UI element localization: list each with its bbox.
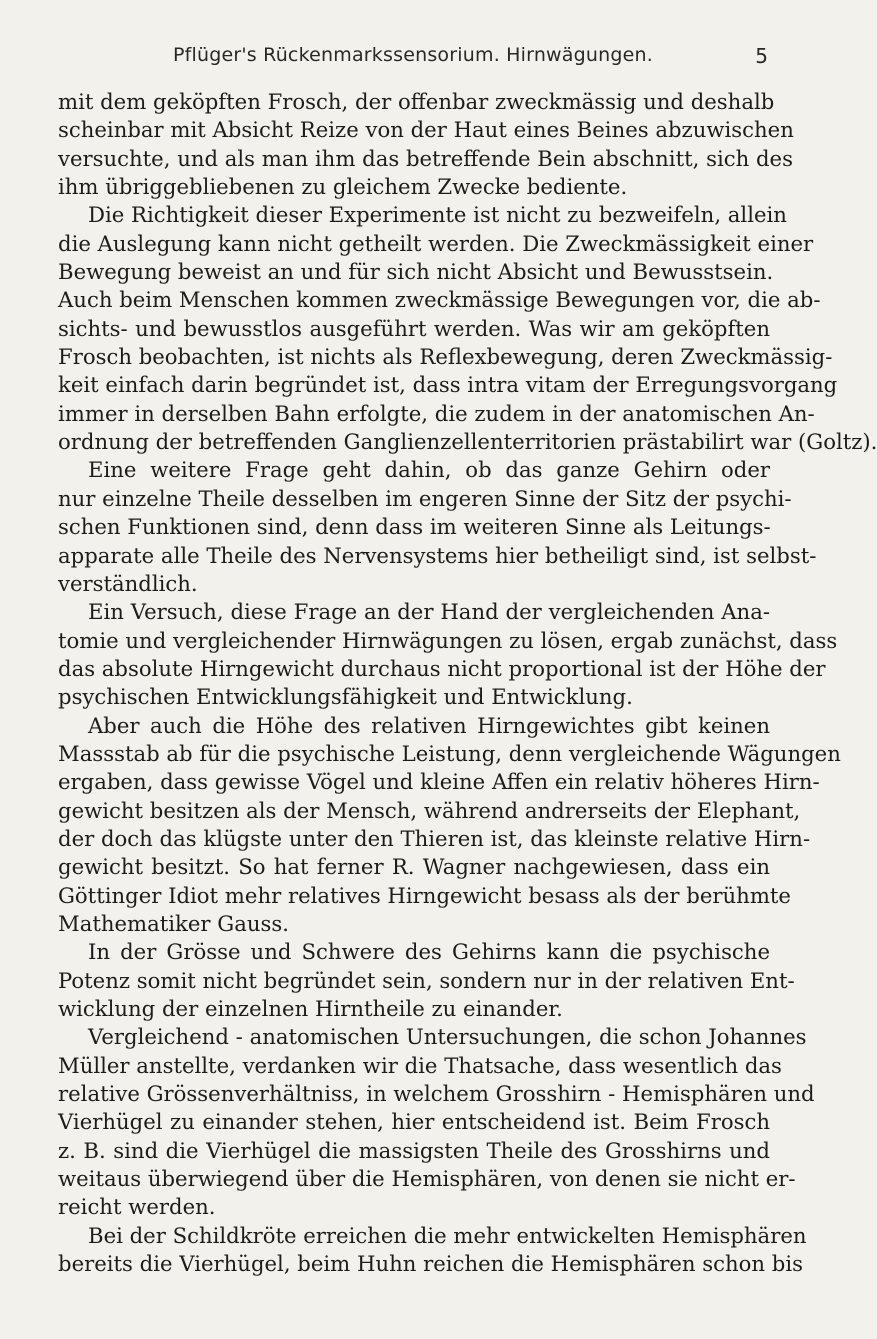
text-line: nur einzelne Theile desselben im engeren Sinne der Sitz der psychi-	[58, 485, 792, 511]
text-line: Göttinger Idiot mehr relatives Hirngewicht besass als der berühmte	[58, 882, 791, 908]
text-line: Vergleichend - anatomischen Untersuchungen, die schon Johannes	[88, 1024, 807, 1050]
text-line: wicklung der einzelnen Hirntheile zu einander.	[58, 996, 563, 1021]
text-line: Frosch beobachten, ist nichts als Reflexbewegung, deren Zweckmässig-	[58, 344, 833, 370]
text-line: reicht werden.	[58, 1194, 216, 1220]
text-line: mit dem geköpften Frosch, der offenbar zweckmässig und deshalb	[58, 89, 775, 114]
text-line: z. B. sind die Vierhügel die massigsten Theile des Grosshirns und	[58, 1137, 770, 1163]
text-line: In der Grösse und Schwere des Gehirns kann die psychische	[88, 939, 770, 965]
text-line: scheinbar mit Absicht Reize von der Haut eines Beines abzuwischen	[58, 117, 794, 143]
text-line: Eine weitere Frage geht dahin, ob das ganze Gehirn oder	[88, 457, 770, 483]
text-line: Vierhügel zu einander stehen, hier entscheidend ist. Beim Frosch	[58, 1109, 770, 1135]
text-line: Bewegung beweist an und für sich nicht Absicht und Bewusstsein.	[58, 259, 774, 285]
page-number: 5	[755, 44, 768, 68]
running-title: Pflüger's Rückenmarkssensorium. Hirnwägungen.	[172, 44, 654, 66]
text-line: immer in derselben Bahn erfolgte, die zudem in der anatomischen An-	[58, 400, 815, 426]
text-line: ergaben, dass gewisse Vögel und kleine Affen ein relativ höheres Hirn-	[58, 769, 820, 795]
text-line: das absolute Hirngewicht durchaus nicht proportional ist der Höhe der	[58, 655, 826, 681]
text-line: psychischen Entwicklungsfähigkeit und Entwicklung.	[58, 684, 633, 710]
text-line: die Auslegung kann nicht getheilt werden. Die Zweckmässigkeit einer	[58, 230, 814, 256]
text-line: Massstab ab für die psychische Leistung, denn vergleichende Wägungen	[58, 740, 841, 766]
text-line: Aber auch die Höhe des relativen Hirngewichtes gibt keinen	[88, 712, 770, 738]
text-line: verständlich.	[58, 570, 198, 596]
text-line: schen Funktionen sind, denn dass im weiteren Sinne als Leitungs-	[58, 514, 771, 540]
running-head	[58, 44, 768, 74]
text-line: Auch beim Menschen kommen zweckmässige Bewegungen vor, die ab-	[58, 287, 821, 313]
text-line: der doch das klügste unter den Thieren ist, das kleinste relative Hirn-	[58, 825, 811, 851]
text-line: ihm übriggebliebenen zu gleichem Zwecke bediente.	[58, 174, 628, 200]
text-line: Bei der Schildkröte erreichen die mehr entwickelten Hemisphären	[88, 1222, 807, 1248]
text-line: gewicht besitzen als der Mensch, während andrerseits der Elephant,	[58, 797, 801, 823]
text-line: Ein Versuch, diese Frage an der Hand der vergleichenden Ana-	[88, 599, 770, 625]
text-line: bereits die Vierhügel, beim Huhn reichen die Hemisphären schon bis	[58, 1251, 804, 1277]
text-line: ordnung der betreffenden Ganglienzellenterritorien prästabilirt war (Goltz).	[58, 429, 877, 455]
text-line: weitaus überwiegend über die Hemisphären, von denen sie nicht er-	[58, 1166, 796, 1192]
body-text	[58, 88, 877, 1278]
text-line: sichts- und bewusstlos ausgeführt werden. Was wir am geköpften	[58, 315, 770, 341]
text-line: Mathematiker Gauss.	[58, 910, 289, 936]
text-line: gewicht besitzt. So hat ferner R. Wagner nachgewiesen, dass ein	[58, 854, 770, 880]
text-line: relative Grössenverhältniss, in welchem Grosshirn - Hemisphären und	[58, 1081, 815, 1107]
text-line: tomie und vergleichender Hirnwägungen zu lösen, ergab zunächst, dass	[58, 627, 838, 653]
text-line: Potenz somit nicht begründet sein, sondern nur in der relativen Ent-	[58, 967, 795, 993]
text-line: Die Richtigkeit dieser Experimente ist nicht zu bezweifeln, allein	[88, 202, 787, 228]
text-line: apparate alle Theile des Nervensystems hier betheiligt sind, ist selbst-	[58, 542, 817, 568]
text-line: keit einfach darin begründet ist, dass intra vitam der Erregungsvorgang	[58, 372, 838, 398]
text-line: versuchte, und als man ihm das betreffende Bein abschnitt, sich des	[58, 145, 793, 171]
text-line: Müller anstellte, verdanken wir die Thatsache, dass wesentlich das	[58, 1052, 782, 1078]
